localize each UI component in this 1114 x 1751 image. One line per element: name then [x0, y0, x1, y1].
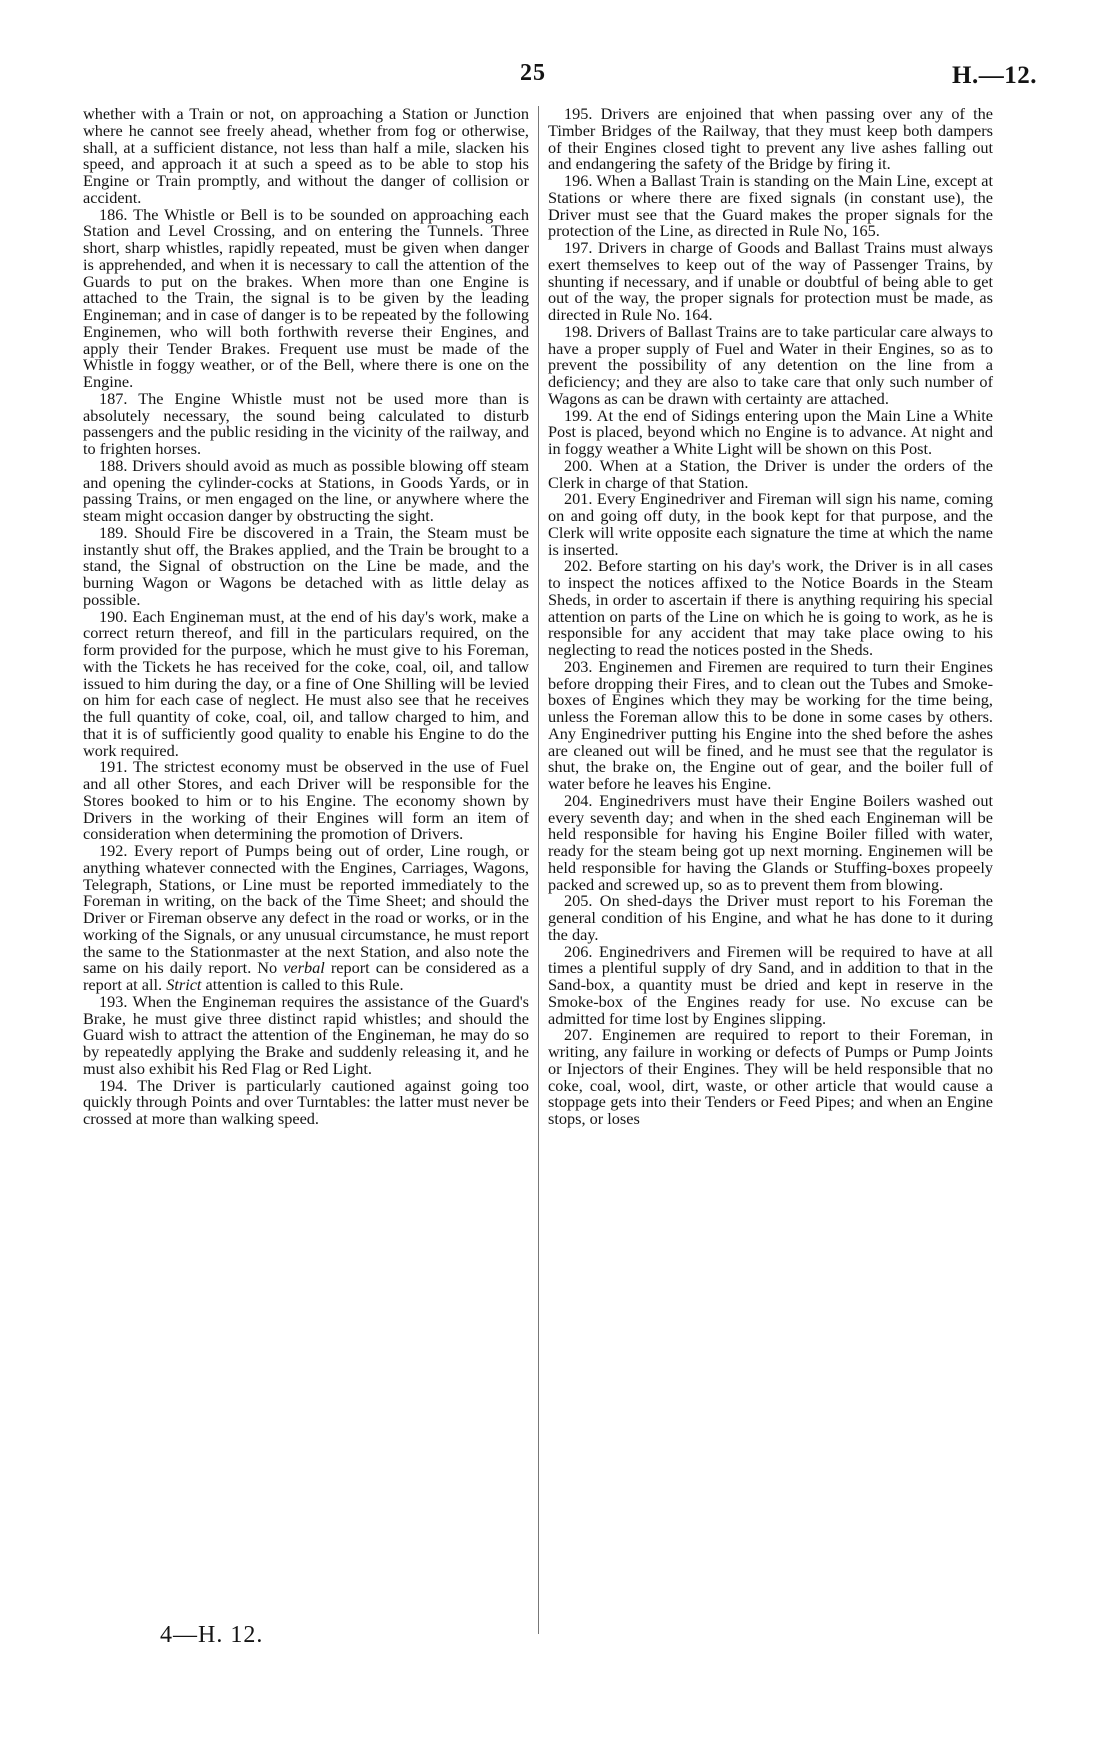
rule-198: 198. Drivers of Ballast Trains are to take particular care always to have a proper supply of Fuel and Water in their Engines, so as to prevent the possibility of any detention on the line from a deficiency; and they are also to take care that only such number of Wagons as can be drawn with certainty are attached.	[548, 321, 993, 408]
rule-187: 187. The Engine Whistle must not be used more than is absolutely necessary, the sound being calculated to disturb passengers and the public residing in the vicinity of the railway, and to frighten horses.	[83, 388, 529, 458]
rule-197: 197. Drivers in charge of Goods and Ballast Trains must always exert themselves to keep out of the way of Passenger Trains, by shunting if necessary, and if unable or doubtful of being able to get out of the way, the proper signals for protection must be made, as directed in Rule No. 164.	[548, 238, 993, 324]
rule-201: 201. Every Enginedriver and Fireman will sign his name, coming on and going off duty, in the book kept for that purpose, and the Clerk will write opposite each signature the time at which the name is inserted.	[548, 489, 993, 559]
rule-192-strict-emphasis: Strict	[166, 975, 202, 994]
rule-205: 205. On shed-days the Driver must report to his Foreman the general condition of his Engine, and what he has done to it during the day.	[548, 891, 993, 944]
rule-200: 200. When at a Station, the Driver is under the orders of the Clerk in charge of that Station.	[548, 455, 993, 492]
rule-185-continuation: whether with a Train or not, on approaching a Station or Junction where he cannot see freely ahead, whether from fog or otherwise, shall, at a sufficient distance, not less than half a mile, slacken his speed, and approach it at such a speed as to be able to stop his Engine or Train promptly, and without the danger of collision or accident.	[83, 104, 529, 207]
page-number: 25	[520, 60, 546, 86]
rule-186: 186. The Whistle or Bell is to be sounded on approaching each Station and Level Crossing, and on entering the Tunnels. Three short, sharp whistles, rapidly repeated, must be given when danger is apprehended, and when it is necessary to call the attention of the Guards to put on the brakes. When more than one Engine is attached to the Train, the signal is to be given by the leading Engineman; and in case of danger is to be repeated by the following Enginemen, who will both forthwith reverse their Engines, and apply their Tender Brakes. Frequent use must be made of the Whistle in foggy weather, or of the Bell, where there is one on the Engine.	[83, 204, 529, 391]
right-column	[548, 106, 993, 1128]
rule-190: 190. Each Engineman must, at the end of his day's work, make a correct return thereof, and fill in the particulars required, on the form provided for the purpose, which he must give to his Foreman, with the Tickets he has received for the coke, coal, oil, and tallow issued to him during the day, or a fine of One Shilling will be levied on him for each case of neglect. He must also see that he receives the full quantity of coke, coal, oil, and tallow charged to him, and that it is of sufficiently good quality to enable his Engine to do the work required.	[83, 606, 529, 760]
rule-196: 196. When a Ballast Train is standing on the Main Line, except at Stations or where there are fixed signals (in constant use), the Driver must see that the Guard makes the proper signals for the protection of the Line, as directed in Rule No, 165.	[548, 171, 993, 241]
rule-192	[83, 843, 529, 994]
rule-195: 195. Drivers are enjoined that when passing over any of the Timber Bridges of the Railway, that they must keep both dampers of their Engines closed tight to prevent any live ashes falling out and endangering the safety of the Bridge by firing it.	[548, 104, 993, 174]
rule-188: 188. Drivers should avoid as much as possible blowing off steam and opening the cylinder-cocks at Stations, in Goods Yards, or in passing Trains, or men engaged on the line, or anywhere where the steam might occasion danger by obstructing the sight.	[83, 455, 529, 525]
rule-204: 204. Enginedrivers must have their Engine Boilers washed out every seventh day; and when in the shed each Engineman will be held responsible for having his Engine Boiler filled with water, ready for the steam being got up next morning. Enginemen will be held responsible for having the Glands or Stuffing-boxes propeely packed and screwed up, so as to prevent them from blowing.	[548, 790, 993, 894]
rule-192-text-b: report can be considered as a report at all.	[83, 958, 530, 994]
column-divider	[538, 106, 539, 1634]
document-reference: H.—12.	[952, 62, 1037, 89]
rule-189: 189. Should Fire be discovered in a Train, the Steam must be instantly shut off, the Brakes applied, and the Train be brought to a stand, the Signal of obstruction on the Line be made, and the burning Wagon or Wagons be detached with as little delay as possible.	[83, 522, 529, 609]
rule-192-text-c: attention is called to this Rule.	[205, 975, 404, 994]
rule-206: 206. Enginedrivers and Firemen will be required to have at all times a plentiful supply of dry Sand, and in addition to that in the Sand-box, a quantity must be dried and kept in reserve in the Smoke-box of the Engines ready for use. No excuse can be admitted for time lost by Engines slipping.	[548, 941, 993, 1028]
rule-194: 194. The Driver is particularly cautioned against going too quickly through Points and over Turntables: the latter must never be crossed at more than walking speed.	[83, 1075, 529, 1128]
rule-199: 199. At the end of Sidings entering upon the Main Line a White Post is placed, beyond which no Engine is to advance. At night and in foggy weather a White Light will be shown on this Post.	[548, 405, 993, 458]
rule-203: 203. Enginemen and Firemen are required to turn their Engines before dropping their Fires, and to clean out the Tubes and Smoke-boxes of Engines which they may be working for the time being, unless the Foreman allow this to be done in some cases by others. Any Enginedriver putting his Engine into the shed before the ashes are cleaned out will be fined, and he must see that the regulator is shut, the brake on, the Engine out of gear, and the boiler full of water before he leaves his Engine.	[548, 656, 993, 793]
rule-202: 202. Before starting on his day's work, the Driver is in all cases to inspect the notices affixed to the Notice Boards in the Steam Sheds, in order to ascertain if there is anything requiring his special attention on parts of the Line on which he is going to work, as he is responsible for any accident that may take place owing to his neglecting to read the notices posted in the Sheds.	[548, 556, 993, 659]
left-column	[83, 106, 529, 1128]
signature-mark: 4—H. 12.	[160, 1622, 264, 1648]
rule-207: 207. Enginemen are required to report to their Foreman, in writing, any failure in working or defects of Pumps or Pump Joints or Injectors of their Engines. They will be held responsible that no coke, coal, wool, dirt, waste, or other article that would cause a stoppage gets into their Tenders or Feed Pipes; and when an Engine stops, or loses	[548, 1025, 993, 1128]
rule-191: 191. The strictest economy must be observed in the use of Fuel and all other Stores, and each Driver will be responsible for the Stores booked to him or to his Engine. The economy shown by Drivers in the working of their Engines will form an item of consideration when determining the promotion of Drivers.	[83, 757, 529, 844]
rule-193: 193. When the Engineman requires the assistance of the Guard's Brake, he must give three distinct rapid whistles; and should the Guard wish to attract the attention of the Engineman, he may do so by repeatedly applying the Brake and suddenly releasing it, and he must also exhibit his Red Flag or Red Light.	[83, 991, 529, 1078]
rule-192-verbal-emphasis: verbal	[283, 958, 325, 978]
rule-192-text: 192. Every report of Pumps being out of order, Line rough, or anything whatever connected with the Engines, Carriages, Wagons, Telegraph, Stations, or Line must be reported immediately to the Foreman in writing, on the back of the Time Sheet; and should the Driver or Fireman observe any defect in the road or works, or in the working of the Signals, or any unusual circumstance, he must report the same to the Stationmaster at the next Station, and also note the same on his daily report. No	[83, 841, 529, 978]
